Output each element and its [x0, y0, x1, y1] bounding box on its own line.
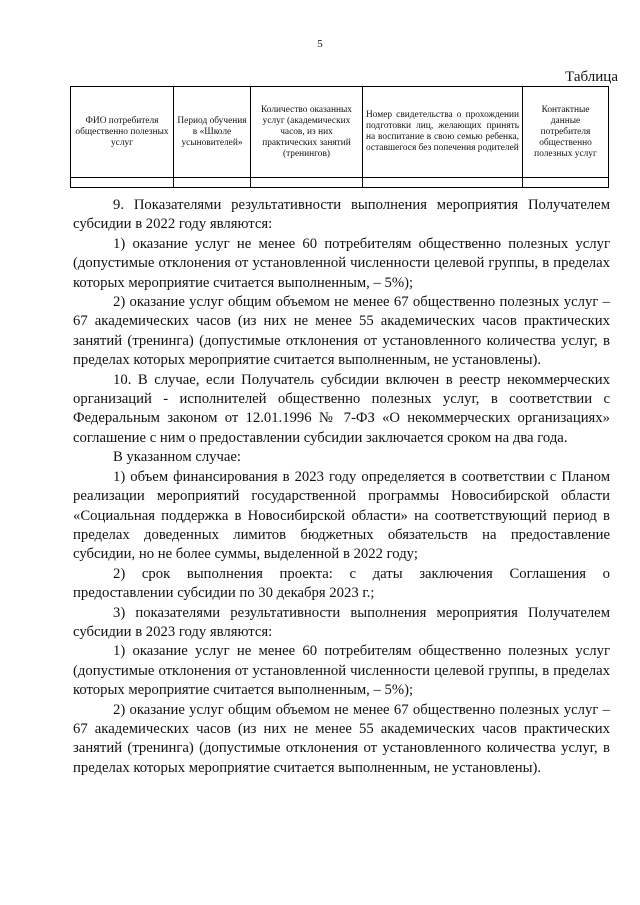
table-cell — [174, 178, 251, 188]
header-certificate-number: Номер свидетельства о прохождении подготовки лиц, желающих принять на воспитание в свою семью ребенка, оставшегося без попечения родителей — [363, 87, 523, 178]
paragraph-10-item-3: 3) показателями результативности выполнения мероприятия Получателем субсидии в 2023 году являются: — [73, 604, 610, 640]
body-text — [73, 196, 610, 778]
paragraph-10-item-2: 2) срок выполнения проекта: с даты заключения Соглашения о предоставлении субсидии по 30 декабря 2023 г.; — [73, 565, 610, 602]
table-header-row — [71, 87, 609, 178]
table-cell — [251, 178, 363, 188]
table-cell — [523, 178, 609, 188]
paragraph-10-intro: В указанном случае: — [113, 449, 242, 466]
paragraph-10: 10. В случае, если Получатель субсидии включен в реестр некоммерческих организаций - исполнителей общественно полезных услуг, в соответствии с Федеральным законом от 12.01.1996 № 7-ФЗ «О некоммерческих организациях» соглашение с ним о предоставлении субсидии заключается сроком на два года. — [73, 371, 610, 446]
table-empty-row — [71, 178, 609, 188]
results-table — [70, 86, 609, 188]
page-number: 5 — [317, 38, 323, 50]
paragraph-9: 9. Показателями результативности выполнения мероприятия Получателем субсидии в 2022 году являются: — [73, 197, 610, 233]
table-cell — [363, 178, 523, 188]
paragraph-9-item-2: 2) оказание услуг общим объемом не менее 67 общественно полезных услуг – 67 академических часов (из них не менее 55 академических часов практических занятий (тренинга) (допустимые отклонения от установленного количества услуг, в пределах которых мероприятие считается выполненным, не установлены). — [73, 294, 610, 369]
paragraph-10-subitem-2: 2) оказание услуг общим объемом не менее 67 общественно полезных услуг – 67 академических часов (из них не менее 55 академических часов практических занятий (тренинга) (допустимые отклонения от установленного количества услуг, в пределах которых мероприятие считается выполненным, не установлены). — [73, 701, 610, 776]
paragraph-9-item-1: 1) оказание услуг не менее 60 потребителям общественно полезных услуг (допустимые отклонения от установленной численности целевой группы, в пределах которых мероприятие считается выполненным, – 5%); — [73, 235, 610, 291]
paragraph-10-item-1: 1) объем финансирования в 2023 году определяется в соответствии с Планом реализации мероприятий государственной программы Новосибирской области «Социальная поддержка в Новосибирской области» на соответствующий период в пределах доведенных лимитов бюджетных обязательств на предоставление субсидии, но не более суммы, выделенной в 2022 году; — [73, 468, 610, 563]
header-training-period: Период обучения в «Школе усыновителей» — [174, 87, 251, 178]
paragraph-10-subitem-1: 1) оказание услуг не менее 60 потребителям общественно полезных услуг (допустимые отклонения от установленной численности целевой группы, в пределах которых мероприятие считается выполненным, – 5%); — [73, 643, 610, 699]
header-consumer-name: ФИО потребителя общественно полезных услуг — [71, 87, 174, 178]
table-caption: Таблица — [565, 69, 618, 85]
table-cell — [71, 178, 174, 188]
header-contact-data: Контактные данные потребителя общественно полезных услуг — [523, 87, 609, 178]
header-services-count: Количество оказанных услуг (академических часов, из них практических занятий (тренингов) — [251, 87, 363, 178]
